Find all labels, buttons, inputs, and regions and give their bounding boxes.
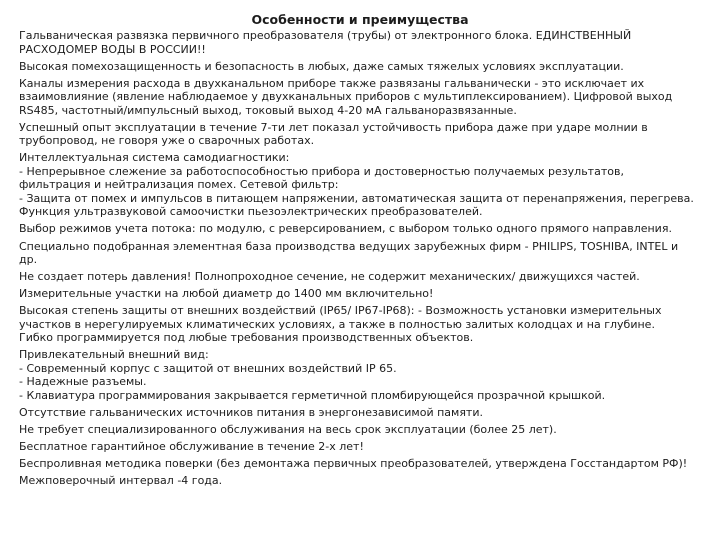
text-line: Интеллектуальная система самодиагностики: <box>19 151 290 165</box>
text-line: Привлекательный внешний вид: <box>19 348 209 362</box>
text-line: Гибко программируется под любые требования производственных объектов. <box>19 331 474 345</box>
text-line: Бесплатное гарантийное обслуживание в течение 2-х лет! <box>19 440 364 454</box>
text-line: Выбор режимов учета потока: по модулю, с реверсированием, с выбором только одного прямого направления. <box>19 222 672 236</box>
text-line: Беспроливная методика поверки (без демонтажа первичных преобразователей, утверждена Госстандартом РФ)! <box>19 457 688 471</box>
text-line: Высокая степень защиты от внешних воздействий (IP65/ IP67-IP68): - Возможность установки измерительных <box>19 304 662 318</box>
text-line: Функция ультразвуковой самоочистки пьезоэлектрических преобразователей. <box>19 205 483 219</box>
text-line: участков в нерегулируемых климатических условиях, а также в полностью залитых колодцах и на глубине. <box>19 317 655 331</box>
text-line: Высокая помехозащищенность и безопасность в любых, даже самых тяжелых условиях эксплуатации. <box>19 59 624 73</box>
text-line: Не создает потерь давления! Полнопроходное сечение, не содержит механических/ движущихся частей. <box>19 270 640 284</box>
text-line: - Клавиатура программирования закрывается герметичной пломбирующейся прозрачной крышкой. <box>19 388 606 402</box>
text-line: трубопровод, не говоря уже о сварочных работах. <box>19 134 315 148</box>
text-line: - Надежные разъемы. <box>19 375 147 389</box>
text-line: фильтрация и нейтрализация помех. Сетевой фильтр: <box>19 178 339 192</box>
text-line: РАСХОДОМЕР ВОДЫ В РОССИИ!! <box>19 42 206 56</box>
text-line: Гальваническая развязка первичного преобразователя (трубы) от электронного блока. ЕДИНСТВЕННЫЙ <box>19 29 632 42</box>
text-line: Специально подобранная элементная база производства ведущих зарубежных фирм - PHILIPS, TOSHIBA, INTEL и <box>19 239 679 253</box>
text-line: RS485, частотный/импульсный выход, токовый выход 4-20 мА гальваноразвязанные. <box>19 103 517 117</box>
text-line: - Непрерывное слежение за работоспособностью прибора и достоверностью получаемых результатов, <box>19 164 624 178</box>
text-line: Не требует специализированного обслуживания на весь срок эксплуатации (более 25 лет). <box>19 423 557 437</box>
text-line: - Современный корпус с защитой от внешних воздействий IP 65. <box>19 361 397 375</box>
text-line: Межповерочный интервал -4 года. <box>19 474 223 488</box>
text-line: Успешный опыт эксплуатации в течение 7-ти лет показал устойчивость прибора даже при ударе молнии в <box>19 120 648 134</box>
text-line: - Защита от помех и импульсов в питающем напряжении, автоматическая защита от перенапряжения, перегрева. <box>19 191 694 205</box>
text-line: Отсутствие гальванических источников питания в энергонезависимой памяти. <box>19 406 483 420</box>
page-title: Особенности и преимущества <box>251 12 469 27</box>
text-line: взаимовлияние (явление наблюдаемое у двухканальных приборов с мультиплексированием). Цифровой выход <box>19 90 673 104</box>
document-body <box>19 29 709 488</box>
text-line: др. <box>19 253 38 267</box>
text-line: Измерительные участки на любой диаметр до 1400 мм включительно! <box>19 287 434 301</box>
text-line: Каналы измерения расхода в двухканальном приборе также развязаны гальванически - это исключает их <box>19 76 645 90</box>
